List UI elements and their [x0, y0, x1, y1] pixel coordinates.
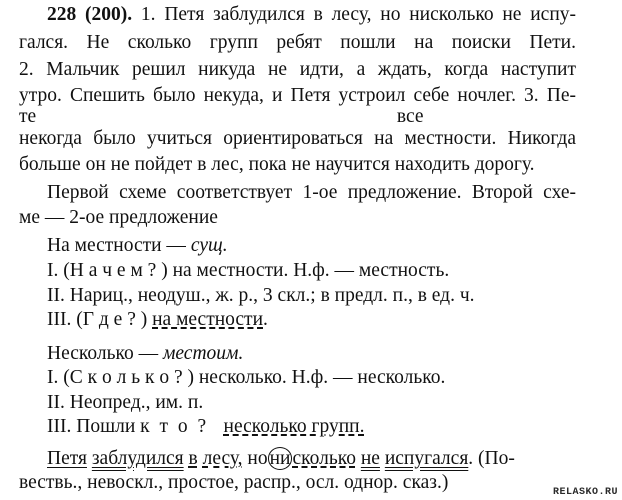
analysis1-row-1-label: I. — [47, 260, 59, 281]
analysis2-row-3 — [47, 415, 364, 439]
analysis2-row-3-prefix: Пошли — [76, 416, 136, 437]
circumstance-preposition: в — [188, 448, 198, 469]
conclusion-line-1 — [47, 447, 515, 471]
circumstance-word: лесу, — [202, 448, 243, 469]
exercise-line-3: 2. Мальчик решил никуда не идти, а ждать, когда наступит — [19, 59, 576, 80]
exercise-line-6: некогда было учиться ориентироваться на местности. Никогда — [19, 128, 576, 149]
subject-word: Петя — [47, 448, 87, 469]
exercise-line-5: те все — [19, 106, 424, 127]
analysis2-row-1-label: I. — [47, 367, 59, 388]
second-predicate-word: испугался — [384, 448, 469, 469]
schemes-line-1: Первой схеме соответствует 1-ое предложение. Второй схе- — [47, 182, 576, 203]
analysis1-row-2-label: II. — [47, 285, 65, 306]
adverb-word: сколько — [292, 448, 356, 469]
schemes-line-2: ме — 2-ое предложение — [19, 207, 218, 228]
analysis1-row-2 — [47, 284, 475, 308]
negation-word: не — [360, 448, 380, 469]
analysis2-row-2-text: Неопред., им. п. — [69, 392, 204, 413]
analysis2-row-3-text: несколько групп. — [223, 416, 365, 437]
analysis1-row-2-text: Нариц., неодуш., ж. р., 3 скл.; в предл. п., в ед. ч. — [69, 285, 475, 306]
exercise-line-1-text: 1. Петя заблудился в лесу, но нисколько не испу- — [140, 4, 576, 25]
analysis1-row-3-label: III. — [47, 309, 72, 330]
analysis2-row-2 — [47, 391, 203, 415]
analysis2-row-1 — [47, 366, 445, 390]
exercise-line-2: гался. Не сколько групп ребят пошли на поиски Пети. — [19, 32, 576, 53]
analysis2-word: Несколько — — [47, 343, 159, 364]
analysis2-row-2-label: II. — [47, 392, 65, 413]
analysis2-row-1-text: несколько. Н.ф. — несколько. — [198, 367, 446, 388]
analysis2-row-1-question: (С к о л ь к о ? ) — [63, 367, 194, 388]
exercise-line-1 — [47, 3, 576, 27]
analysis1-row-3 — [47, 308, 268, 332]
analysis2-row-3-question: к т о ? — [140, 416, 209, 437]
watermark: RELASKO.RU — [552, 487, 618, 498]
analysis1-heading — [47, 234, 228, 258]
analysis1-row-3-text: на местности — [152, 309, 264, 330]
analysis2-pos: местоим. — [162, 343, 244, 364]
analysis1-row-1-question: (Н а ч е м ? ) — [63, 260, 168, 281]
analysis2-heading — [47, 342, 243, 366]
circled-prefix: ни — [269, 448, 291, 469]
exercise-line-7: больше он не пойдет в лес, пока не научится находить дорогу. — [19, 154, 535, 175]
analysis1-row-3-question: (Г д е ? ) — [76, 309, 148, 330]
analysis2-row-3-label: III. — [47, 416, 72, 437]
analysis1-row-3-end: . — [263, 309, 268, 330]
conclusion-tail: . (По- — [468, 448, 515, 469]
analysis1-row-1-text: на местности. Н.ф. — местность. — [172, 260, 450, 281]
analysis1-word: На местности — — [47, 235, 186, 256]
predicate-word: заблудился — [91, 448, 184, 469]
exercise-number: 228 (200). — [47, 4, 133, 25]
conclusion-line-2: вествь., невоскл., простое, распр., осл. однор. сказ.) — [19, 472, 449, 493]
conjunction-word: но — [247, 448, 268, 469]
exercise-line-4: утро. Спешить было некуда, и Петя устроил себе ночлег. 3. Пе- — [19, 85, 576, 106]
analysis1-pos: сущ. — [190, 235, 228, 256]
analysis1-row-1 — [47, 259, 449, 283]
